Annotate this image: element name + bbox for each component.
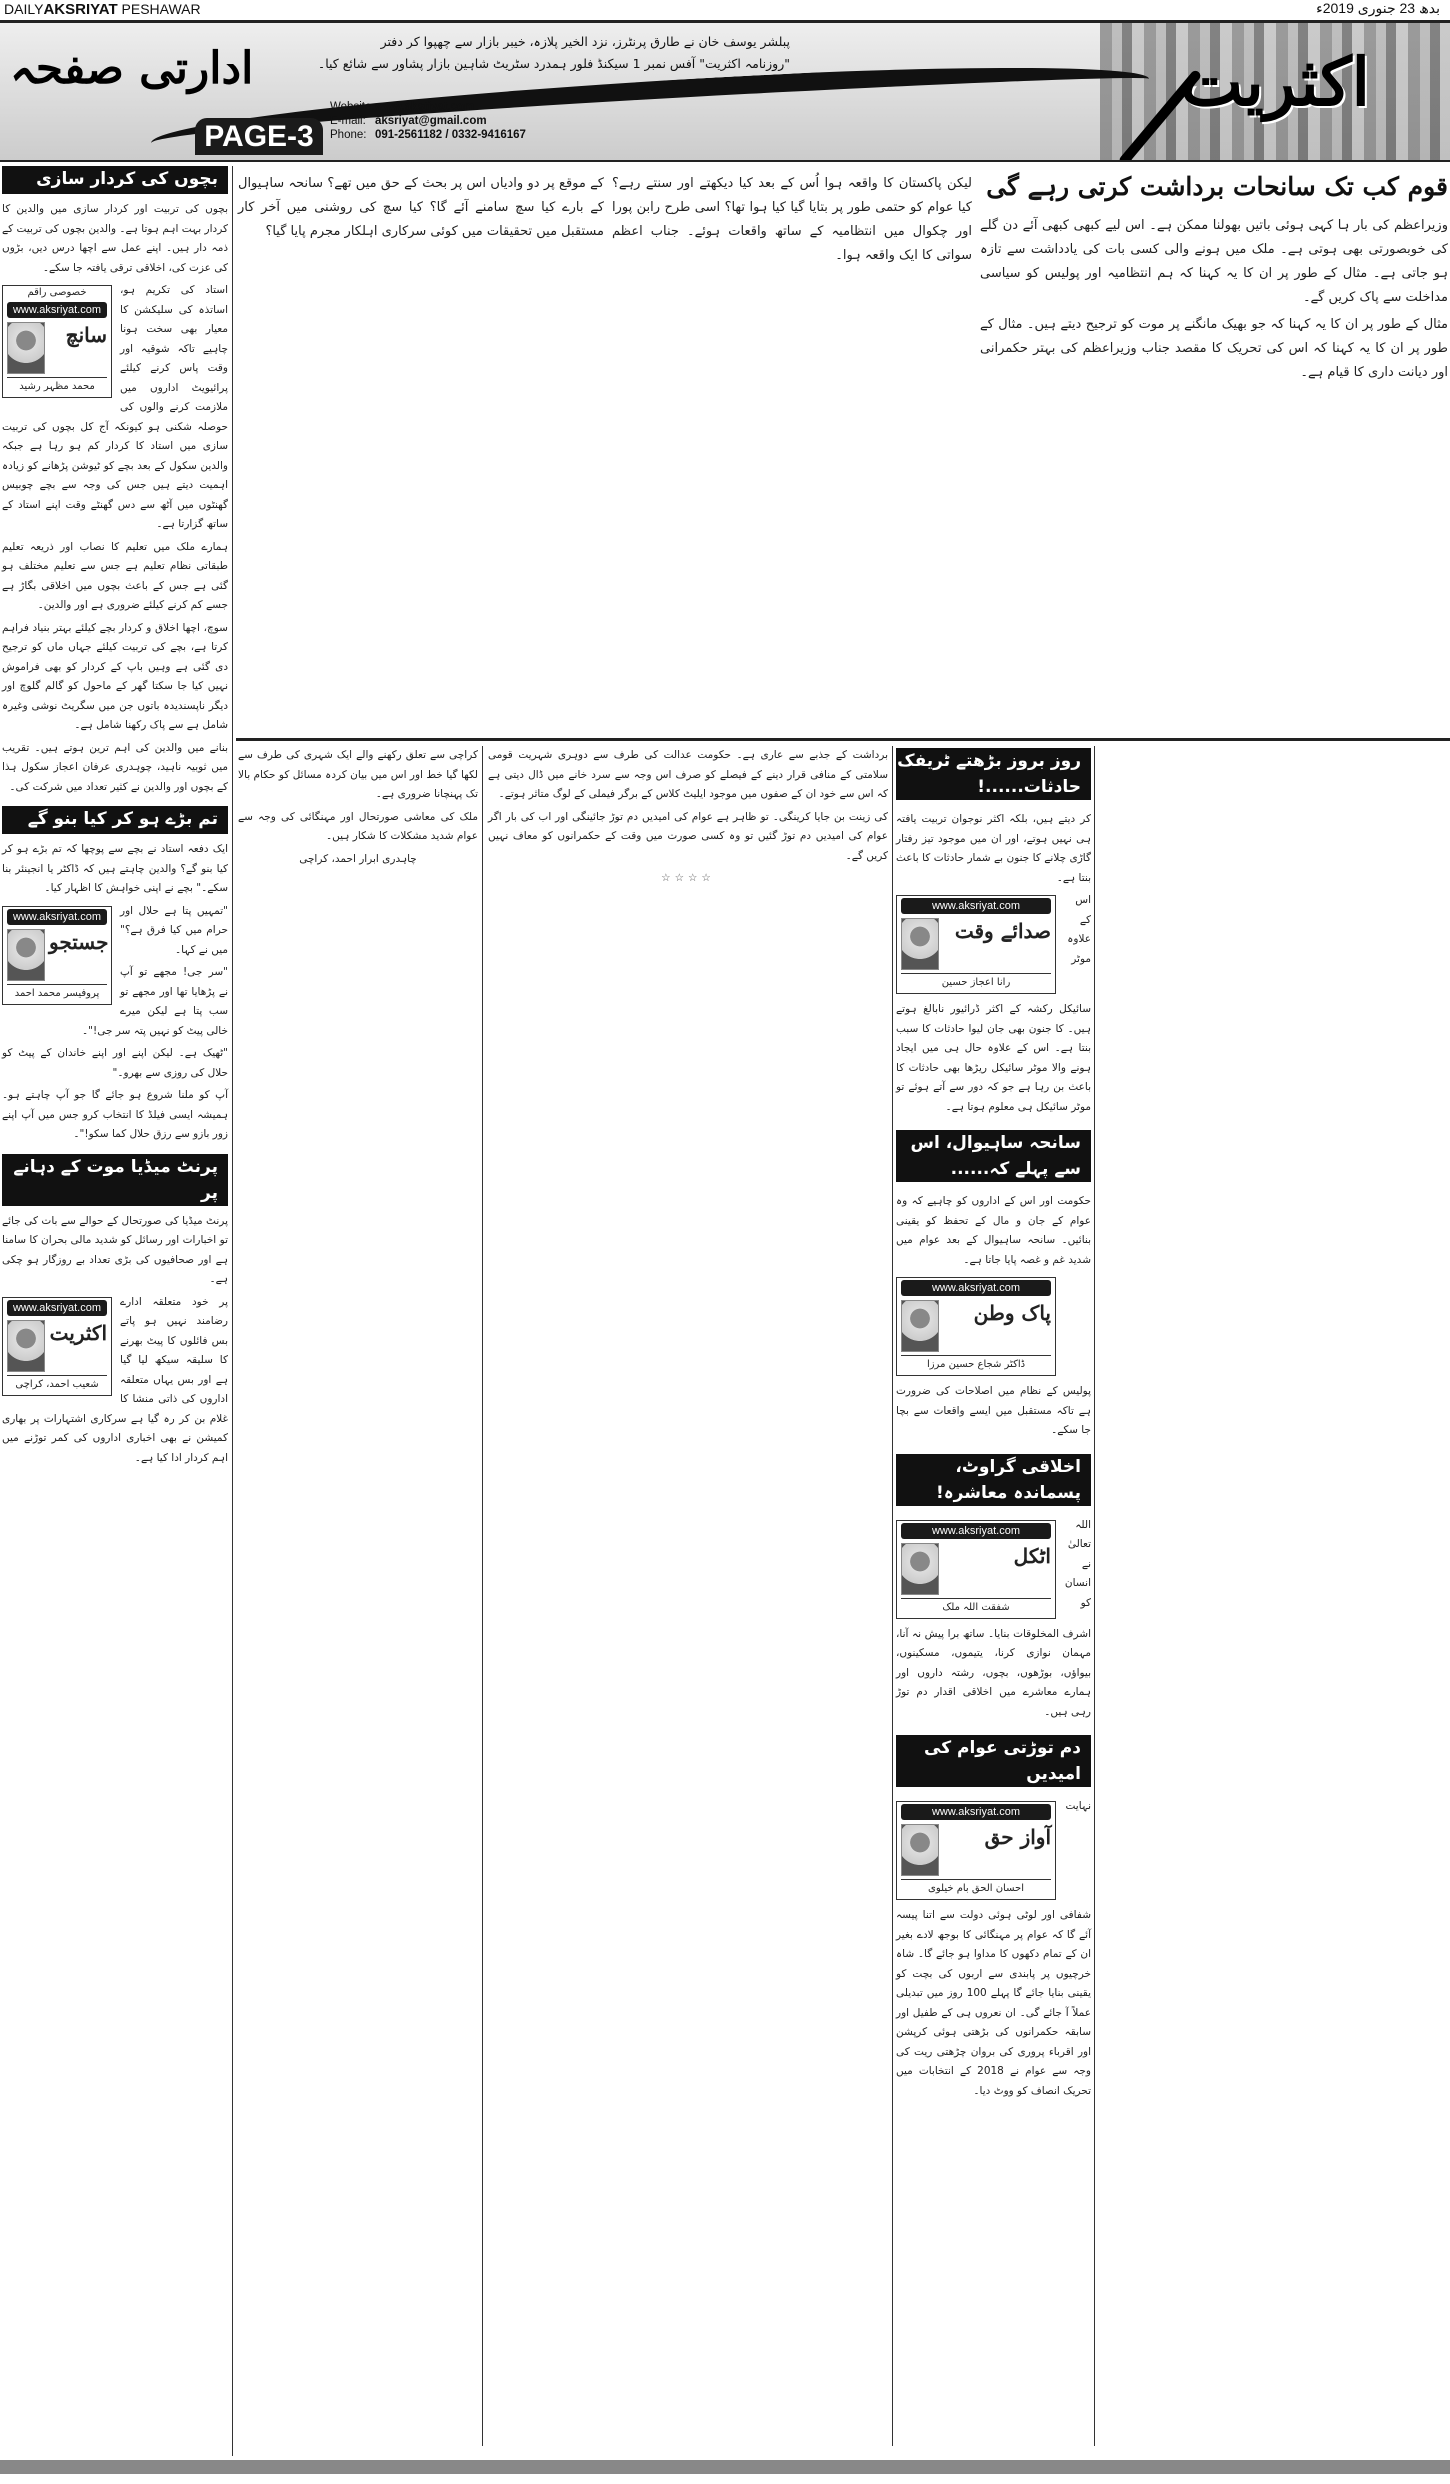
columnist-box-awaz-haq [896, 1801, 1056, 1900]
phone-label: Phone: [330, 129, 367, 141]
columnist-website: www.aksriyat.com [901, 1523, 1051, 1539]
paragraph: کی زینت بن جایا کرینگی۔ تو ظاہر ہے عوام کی امیدیں دم توڑ جائینگی اور اب کی بار اگر عوام کی امیدیں دم توڑ گئیں تو وہ کسی صورت میں وقت کے حکمرانوں کو معاف نہیں کریں گے۔ [488, 810, 888, 862]
columnist-box-justuju [2, 906, 112, 1005]
editorial-col-3 [238, 172, 604, 247]
newspaper-logo: اکثریت [1180, 43, 1370, 121]
section-title: ادارتی صفحہ [10, 43, 254, 94]
columnist-website: www.aksriyat.com [7, 909, 107, 925]
column-6-title: اخلاقی گراوٹ، پسماندہ معاشرہ! [896, 1454, 1091, 1506]
paragraph: پرنٹ میڈیا کی صورتحال کے حوالے سے بات کی جائے تو اخبارات اور رسائل کو شدید مالی بحران کا سامنا ہے اور صحافیوں کی بڑی تعداد بے روزگار ہو چکی ہے۔ [2, 1214, 228, 1285]
column-7-title: دم توڑتی عوام کی امیدیں [896, 1735, 1091, 1787]
paragraph: پر خود متعلقہ ادارے رضامند نہیں ہو پاتے بس فائلوں کا پیٹ بھرنے کا سلیقہ سیکھ لیا گیا ہے اور بس یہاں متعلقہ اداروں کی ذاتی منشا کا غلام بن کر رہ گیا ہے سرکاری اشتہارات پر بھاری کمیشن نے بھی اخباری اداروں کی کمر توڑنے میں اہم کردار ادا کیا ہے۔ [2, 1295, 228, 1464]
paragraph: "سر جی! مجھے تو آپ نے پڑھایا تھا اور مجھے تو سب پتا ہے لیکن میرے خالی پیٹ کو نہیں پتہ سر جی!"۔ [82, 966, 228, 1037]
columnist-photo [7, 322, 45, 374]
column-1-title: بچوں کی کردار سازی [2, 166, 228, 194]
paragraph: اللہ تعالیٰ نے انسان کو اشرف المخلوقات بنایا۔ ساتھ برا پیش نہ آنا، مہمان نوازی کرنا، یتیموں، مسکینوں، بیواؤں، بوڑھوں، بچوں، رشتہ داروں اور ہمارے معاشرے میں اخلاقی اقدار دم توڑ رہی ہیں۔ [896, 1518, 1091, 1718]
paragraph: استاد کی تکریم ہو، اساتذہ کی سلیکشن کا معیار بھی سخت ہونا چاہیے تاکہ شوقیہ اور وقت پاس کرنے کیلئے پرائیویٹ اداروں میں ملازمت کرنے والوں کی حوصلہ شکنی ہو کیونکہ آج کل بچوں کی تربیت سازی میں استاد کا کردار کم ہو رہا ہے جبکہ والدین سکول کے بعد بچے کو ٹیوشن پڑھانے کو زیادہ اہمیت دیتے ہیں جس کی وجہ سے بچے چوبیس گھنٹوں میں آٹھ سے دس گھنٹے وقت اپنے استاد کے ساتھ گزارتا ہے۔ [2, 284, 228, 530]
phone-number: 091-2561182 / 0332-9416167 [375, 129, 526, 141]
paragraph: مثال کے طور پر ان کا یہ کہنا کہ جو بھیک مانگنے پر موت کو ترجیح دیتے ہیں۔ مثال کے طور پر ان کا یہ کہنا کہ اس کی تحریک کا مقصد جناب وزیراعظم کی بہتر حکمرانی اور دیانت داری کا قیام ہے۔ [980, 317, 1448, 380]
columnist-photo [7, 1320, 45, 1372]
paragraph: برداشت کے جذبے سے عاری ہے۔ حکومت عدالت کی طرف سے دوہری شہریت قومی سلامتی کے منافی قرار دینے کے فیصلے کو صرف اس وجہ سے سرد خانے میں ڈال دیتی ہے کہ اس سے خود ان کے صفوں میں موجود ایلیٹ کلاس کے برگر فیملی کے لوگ متاثر ہوتے۔ [488, 749, 888, 800]
column-divider [892, 746, 893, 2446]
column-name: صدائے وقت [954, 919, 1051, 943]
paragraph: آپ کو ملنا شروع ہو جائے گا جو آپ چاہتے ہو۔ ہمیشہ ایسی فیلڈ کا انتخاب کرو جس میں آپ اپنے زور بازو سے رزق حلال کما سکو!"۔ [2, 1089, 228, 1140]
columnist-photo [901, 918, 939, 970]
columnist-box-aksriyat [2, 1297, 112, 1396]
issue-date: بدھ 23 جنوری 2019ء [1316, 0, 1440, 16]
columnist-box-pak-watan [896, 1277, 1056, 1376]
column-6-body [896, 1516, 1091, 1726]
middle-right-stack [896, 748, 1091, 2104]
columnist-website: www.aksriyat.com [901, 1804, 1051, 1820]
page-badge: PAGE-3 [195, 118, 323, 155]
editorial-col-1 [980, 214, 1448, 388]
column-name: اکثریت [49, 1320, 107, 1345]
footer-bar [0, 2460, 1450, 2474]
columnist-website: www.aksriyat.com [901, 1280, 1051, 1296]
columnist-website: www.aksriyat.com [7, 302, 107, 318]
brand-city: PESHAWAR [121, 1, 201, 17]
column-name: سانچ [65, 323, 107, 347]
column-2-body [2, 840, 228, 1148]
email-label: E-mail: [330, 115, 366, 127]
brand-prefix: DAILY [4, 1, 44, 17]
column-8-body [238, 746, 478, 872]
column-3-title: پرنٹ میڈیا موت کے دہانے پر [2, 1154, 228, 1206]
column-5-title: سانحہ ساہیوال، اس سے پہلے کہ...... [896, 1130, 1091, 1182]
paragraph: "تمہیں پتا ہے حلال اور حرام میں کیا فرق ہے؟" میں نے کہا۔ [120, 904, 228, 956]
column-7-extra [488, 746, 888, 892]
editorial-col-2 [612, 172, 972, 271]
editorial-bottom-rule [236, 738, 1450, 741]
columnist-author: رانا اعجاز حسین [901, 973, 1051, 990]
paragraph: نہایت شفافی اور لوٹی ہوئی دولت سے اتنا پیسہ آئے گا کہ عوام پر مہنگائی کا بوجھ لادے بغیر ان کے تمام دکھوں کا مداوا ہو جائے گا۔ شاہ خرچیوں پر پابندی سے اربوں کی بچت کو یقینی بنایا جائے گا پہلے 100 روز میں تبدیلی عملاً آ جائے گی۔ ان نعروں ہی کے طفیل اور سابقہ حکمرانوں کی بڑھتی ہوئی کرپشن اور اقرباء پروری کی بروان چڑھتی ریت کی وجہ سے عوام نے 2018 کے انتخابات میں تحریک انصاف کو ووٹ دیا۔ [896, 1800, 1092, 2097]
imprint-line-2: "روزنامہ اکثریت" آفس نمبر 1 سیکنڈ فلور ہمدرد سٹریٹ شاہین بازار پشاور سے شائع کیا۔ [317, 56, 790, 71]
editorial-headline: قوم کب تک سانحات برداشت کرتی رہے گی [986, 172, 1448, 201]
website-label: Website: [330, 101, 375, 113]
columnist-author: ڈاکٹر شجاع حسین مرزا [901, 1355, 1051, 1372]
paragraph: "ٹھیک ہے۔ لیکن اپنے اور اپنے خاندان کے پیٹ کو حلال کی روزی سے بھرو۔" [2, 1047, 228, 1079]
column-name: آواز حق [984, 1825, 1051, 1849]
columnist-author: احسان الحق بام خیلوی [901, 1879, 1051, 1896]
paragraph: کراچی سے تعلق رکھنے والے ایک شہری کی طرف سے لکھا گیا خط اور اس میں بیان کردہ مسائل کو حکام بالا تک پہنچانا ضروری ہے۔ [238, 749, 478, 800]
columnist-author: محمد مظہر رشید [7, 377, 107, 394]
columnist-box-atkal [896, 1520, 1056, 1619]
column-name: جستجو [49, 929, 109, 954]
header-rule [0, 160, 1450, 162]
paragraph: بنانے میں والدین کی اہم ترین ہوتے ہیں۔ تقریب میں ثوبیہ ناہید، چوہدری عرفان اعجاز سکول ہذا کے بچوں اور والدین نے کثیر تعداد میں شرکت کی۔ [2, 741, 228, 793]
brand-name: AKSRIYAT [43, 1, 118, 18]
paragraph: لیکن پاکستان کا واقعہ ہوا اُس کے بعد کیا دیکھتے اور سنتے رہے؟ کیا عوام کو حتمی طور پر بتایا گیا کیا ہوا تھا؟ اسی طرح رابن پورا اور چکوال میں انتظامیہ کے ساتھ واقعات ہوئے۔ جناب اعظم سواتی کا ایک واقعہ ہوا۔ [612, 176, 972, 263]
imprint-line-1: پبلشر یوسف خان نے طارق پرنٹرز، نزد الخیر پلازہ، خیبر بازار سے چھپوا کر دفتر [380, 34, 790, 49]
columnist-box-sanch [2, 285, 112, 398]
column-2-title: تم بڑے ہو کر کیا بنو گے [2, 806, 228, 834]
paragraph: کر دیتے ہیں، بلکہ اکثر نوجوان تربیت یافتہ ہی نہیں ہوتے، اور ان میں موجود تیز رفتار گاڑی چلانے کا جنون بے شمار حادثات کا باعث بنتا ہے۔ [896, 813, 1091, 884]
column-4-title: روز بروز بڑھتے ٹریفک حادثات......! [896, 748, 1091, 800]
column-divider [1094, 746, 1095, 2446]
column-name: پاک وطن [973, 1301, 1051, 1325]
columnist-author: شفقت اللہ ملک [901, 1598, 1051, 1615]
columnist-author: پروفیسر محمد احمد [7, 984, 107, 1001]
paragraph: کے موقع پر دو وادیاں اس پر بحث کے حق میں تھے؟ سانحہ ساہیوال کے بارے کیا سچ سامنے آئے گا؟ کیا سچ کی روشنی میں آخر کار مستقبل میں تحقیقات میں کوئی سرکاری اہلکار مجرم پایا گیا؟ [238, 176, 604, 239]
paragraph: ملک کی معاشی صورتحال اور مہنگائی کی وجہ سے عوام شدید مشکلات کا شکار ہیں۔ [238, 810, 478, 842]
left-column-stack [2, 166, 228, 1471]
column-name: اٹکل [1013, 1543, 1051, 1568]
columnist-photo [901, 1543, 939, 1595]
paragraph: سوچ، اچھا اخلاق و کردار بچے کیلئے بہتر بنیاد فراہم کرتا ہے، بچے کی تربیت کیلئے جہاں ماں کو ترجیح دی گئی ہے وہیں باپ کے کردار کو بھی فراموش نہیں کیا جا سکتا گھر کے ماحول کو گالم گلوچ اور دیگر ناپسندیدہ باتوں جن میں سگریٹ نوشی وغیرہ شامل ہے سے پاک رکھنا شامل ہے۔ [2, 621, 228, 731]
columnist-website: www.aksriyat.com [901, 898, 1051, 914]
website-link[interactable]: www.akstiyat.com [375, 101, 475, 113]
column-divider [232, 166, 233, 2456]
column-1-body [2, 200, 228, 800]
brand-line [4, 1, 201, 18]
paragraph: وزیراعظم کی بار ہا کہی ہوئی باتیں بھولنا ممکن ہے۔ اس لیے کبھی کبھی آئے دن گلے کی خوبصورتی بھی ہوتی ہے۔ ملک میں ہونے والی کسی بات کی یادداشت سے تازہ ہو جاتی ہے۔ مثال کے طور پر ان کا یہ کہنا کہ ہم انتظامیہ اور پولیس کو سیاسی مداخلت سے پاک کریں گے۔ [980, 218, 1448, 305]
paragraph: ایک دفعہ استاد نے بچے سے پوچھا کہ تم بڑے ہو کر کیا بنو گے؟ والدین چاہتے ہیں کہ ڈاکٹر یا انجینئر بنا سکے۔" بچے نے اپنی خواہش کا اظہار کیا۔ [2, 843, 228, 894]
end-mark: ☆☆☆☆ [661, 872, 715, 884]
columnist-box-sadae-waqt [896, 895, 1056, 994]
columnist-website: www.aksriyat.com [7, 1300, 107, 1316]
paragraph: بچوں کی تربیت اور کردار سازی میں والدین کا کردار بہت اہم ہوتا ہے۔ والدین بچوں کی تربیت کے ذمہ دار ہیں۔ اپنے عمل سے اچھا درس دیں، بڑوں کی عزت کی، اخلاقی ترقی یافتہ جا سکے۔ [2, 203, 228, 274]
top-line [0, 0, 1450, 18]
column-4-body [896, 810, 1091, 1120]
contact-info [330, 100, 526, 142]
email-link[interactable]: aksriyat@gmail.com [375, 115, 487, 127]
columnist-author: شعیب احمد، کراچی [7, 1375, 107, 1392]
paragraph: پولیس کے نظام میں اصلاحات کی ضرورت ہے تاکہ مستقبل میں ایسے واقعات سے بچا جا سکے۔ [896, 1385, 1091, 1436]
paragraph: حکومت اور اس کے اداروں کو چاہیے کہ وہ عوام کے جان و مال کے تحفظ کو یقینی بنائیں۔ سانحہ ساہیوال کے بعد عوام میں شدید غم و غصہ پایا جاتا ہے۔ [896, 1195, 1091, 1266]
column-3-body [2, 1212, 228, 1472]
paragraph: اس کے علاوہ موٹر سائیکل رکشہ کے اکثر ڈرائیور نابالغ ہوتے ہیں۔ کا جنون بھی جان لیوا حادثات کا سبب بنتا ہے۔ اس کے علاوہ حال ہی میں ایجاد ہونے والا موٹر سائیکل ریڑھا بھی حادثات کا باعث بن رہا ہے جو کہ دور سے آتے ہوئے تو موٹر سائیکل ہی معلوم ہوتا ہے۔ [896, 894, 1091, 1113]
columnist-photo [7, 929, 45, 981]
imprint [230, 31, 790, 75]
column-7-body [896, 1797, 1091, 2104]
columnist-photo [901, 1300, 939, 1352]
columnist-photo [901, 1824, 939, 1876]
column-5-body [896, 1192, 1091, 1444]
columnist-note: خصوصی راقم [27, 287, 87, 298]
column-divider [482, 746, 483, 2446]
signature: چاہدری ابرار احمد، کراچی [299, 852, 417, 865]
paragraph: ہمارے ملک میں تعلیم کا نصاب اور ذریعہ تعلیم طبقاتی نظام تعلیم ہے جس سے تعلیم مختلف ہو گئی ہے جس کے باعث بچوں میں اخلاقی بگاڑ ہے جسے کم کرنے کیلئے ضروری ہے اور والدین۔ [2, 540, 228, 611]
